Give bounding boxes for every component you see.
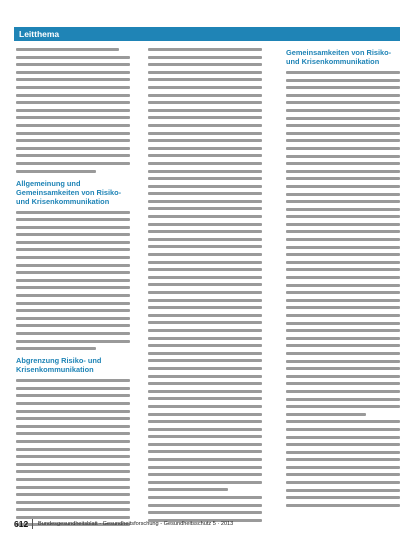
text-line [286,101,400,104]
text-line [286,360,400,363]
text-line [286,132,400,135]
text-line [16,147,130,150]
text-line [286,504,400,507]
text-line [16,463,130,466]
text-column-3 [286,48,400,526]
text-line [148,397,262,400]
text-line [16,124,130,127]
text-line [16,501,130,504]
text-line [148,375,262,378]
text-line [16,116,130,119]
text-line [148,481,262,484]
text-line [286,223,400,226]
text-line [286,253,400,256]
text-line [286,162,400,165]
text-line [148,185,262,188]
text-column-1 [16,48,130,526]
text-line [148,291,262,294]
text-line [148,268,262,271]
text-column-2 [148,48,262,526]
text-line [148,420,262,423]
text-line [16,417,130,420]
text-line [148,314,262,317]
text-line [148,352,262,355]
footer-divider [32,519,33,529]
text-line [16,302,130,305]
text-line [16,470,130,473]
text-line [286,238,400,241]
text-line [148,48,262,51]
text-line [148,245,262,248]
text-line [286,185,400,188]
text-line [16,132,130,135]
text-line [16,211,130,214]
text-line [148,367,262,370]
text-line [16,56,130,59]
text-line [16,218,130,221]
text-line [16,154,130,157]
paragraph [286,420,400,507]
text-line [148,170,262,173]
text-line [16,379,130,382]
text-line [286,117,400,120]
text-line [16,248,130,251]
text-line [148,504,262,507]
section-banner [14,27,400,41]
text-line [148,207,262,210]
text-line [286,139,400,142]
text-line [148,390,262,393]
text-line [16,425,130,428]
text-line [16,71,130,74]
text-line [16,309,130,312]
text-line [148,466,262,469]
text-line [286,170,400,173]
text-line [16,478,130,481]
text-line [286,436,400,439]
text-line [148,78,262,81]
text-line [286,71,400,74]
text-line [286,268,400,271]
text-line [286,322,400,325]
text-line [16,233,130,236]
text-line [286,306,400,309]
text-line [286,413,366,416]
text-line [286,352,400,355]
paragraph [148,48,262,491]
text-line [286,147,400,150]
text-line [148,147,262,150]
text-line [148,473,262,476]
text-line [16,410,130,413]
text-line [16,264,130,267]
text-line [16,516,130,519]
text-line [286,405,400,408]
text-line [286,124,400,127]
text-line [148,337,262,340]
section-banner-label: Leitthema [19,29,60,39]
text-line [286,276,400,279]
text-line [148,306,262,309]
text-line [148,496,262,499]
text-line [148,63,262,66]
text-line [148,450,262,453]
text-line [16,279,130,282]
text-line [148,101,262,104]
text-line [16,170,96,173]
text-line [286,496,400,499]
text-line [148,116,262,119]
text-line [148,443,262,446]
text-line [16,317,130,320]
paragraph [286,71,400,416]
text-line [286,261,400,264]
text-line [16,286,130,289]
text-line [286,458,400,461]
text-line [286,344,400,347]
text-line [148,321,262,324]
text-line [286,155,400,158]
text-line [16,109,130,112]
text-line [16,332,130,335]
text-line [16,256,130,259]
text-line [148,261,262,264]
text-line [286,200,400,203]
text-line [16,139,130,142]
text-line [16,508,130,511]
text-line [148,488,228,491]
text-line [148,230,262,233]
text-line [16,48,119,51]
text-line [148,177,262,180]
text-line [286,193,400,196]
text-line [148,215,262,218]
text-line [16,340,130,343]
text-line [16,387,130,390]
text-line [286,94,400,97]
text-line [16,432,130,435]
paragraph [16,379,130,526]
text-line [148,154,262,157]
text-line [148,94,262,97]
text-line [148,56,262,59]
text-line [286,337,400,340]
text-line [148,299,262,302]
section-heading: Gemeinsamkeiten von Risiko- und Krisenkommunikation [286,48,392,66]
text-line [286,382,400,385]
text-line [148,435,262,438]
text-line [148,276,262,279]
text-line [148,382,262,385]
text-line [148,359,262,362]
text-line [16,226,130,229]
text-line [16,394,130,397]
text-line [16,63,130,66]
text-line [148,71,262,74]
text-line [286,284,400,287]
text-line [148,238,262,241]
section-heading: Allgemeinung und Gemeinsamkeiten von Risiko- und Krisenkommunikation [16,178,122,206]
text-line [148,344,262,347]
text-line [16,94,130,97]
text-line [16,324,130,327]
text-line [148,86,262,89]
text-line [286,109,400,112]
text-line [148,192,262,195]
text-line [148,413,262,416]
text-line [148,132,262,135]
text-line [148,200,262,203]
text-line [286,398,400,401]
text-line [148,223,262,226]
text-line [286,208,400,211]
text-line [286,299,400,302]
text-line [286,489,400,492]
text-line [16,78,130,81]
text-line [286,86,400,89]
text-line [286,329,400,332]
text-line [16,271,130,274]
text-line [148,253,262,256]
text-line [286,215,400,218]
text-line [16,241,130,244]
text-line [286,428,400,431]
text-line [16,347,96,350]
text-line [286,291,400,294]
text-line [148,329,262,332]
section-heading: Abgrenzung Risiko- und Krisenkommunikation [16,356,102,375]
text-line [286,473,400,476]
text-line [286,177,400,180]
text-line [16,294,130,297]
text-line [16,101,130,104]
page-number: 612 [14,519,29,529]
text-line [16,440,130,443]
text-line [286,443,400,446]
text-line [16,455,130,458]
text-line [286,375,400,378]
footer-journal-title: Bundesgesundheitsblatt - Gesundheitsforschung - Gesundheitsschutz 5 · 2013 [38,521,234,527]
text-line [16,162,130,165]
text-line [286,230,400,233]
text-line [286,390,400,393]
paragraph [16,211,130,351]
text-line [286,314,400,317]
text-line [148,124,262,127]
text-line [148,162,262,165]
text-line [16,402,130,405]
text-line [148,458,262,461]
text-line [286,246,400,249]
text-line [286,420,400,423]
text-line [286,466,400,469]
text-line [286,451,400,454]
text-line [16,493,130,496]
text-line [286,367,400,370]
text-line [16,448,130,451]
text-line [148,109,262,112]
text-line [148,139,262,142]
paragraph [16,48,130,173]
text-line [16,86,130,89]
text-line [148,405,262,408]
text-line [286,481,400,484]
text-line [16,486,130,489]
text-line [148,428,262,431]
text-line [286,79,400,82]
text-line [148,283,262,286]
text-line [148,511,262,514]
